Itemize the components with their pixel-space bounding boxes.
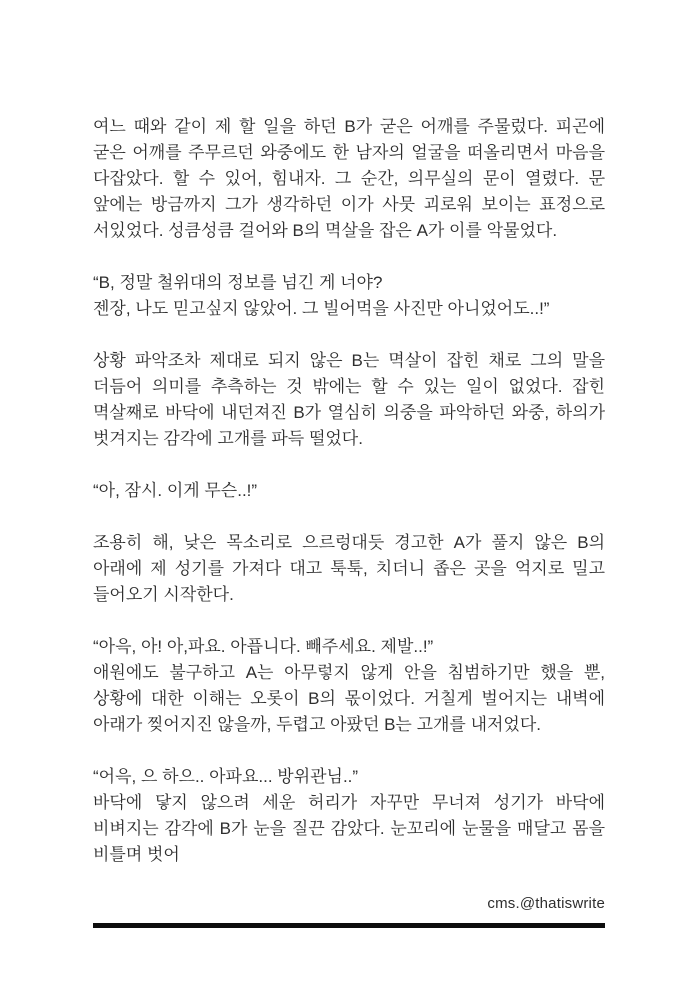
text-line: “아윽, 아! 아,파요. 아픕니다. 빼주세요. 제발..!”	[93, 637, 434, 656]
paragraph	[93, 270, 605, 322]
paragraph	[93, 478, 605, 504]
footer-divider	[93, 923, 605, 928]
text-line: 젠장, 나도 믿고싶지 않았어. 그 빌어먹을 사진만 아니었어도..!”	[93, 299, 550, 318]
story-body	[93, 114, 605, 868]
text-line: 조용히 해, 낮은 목소리로 으르렁대듯 경고한 A가 풀지 않은 B의 아래에 제 성기를 가져다 대고 툭툭, 치더니 좁은 곳을 억지로 밀고 들어오기 시작한다.	[93, 533, 605, 604]
paragraph	[93, 764, 605, 868]
text-line: “B, 정말 철위대의 정보를 넘긴 게 너야?	[93, 273, 383, 292]
text-line: “어윽, 으 하으.. 아파요... 방위관님..”	[93, 767, 359, 786]
paragraph	[93, 634, 605, 738]
text-line: 상황 파악조차 제대로 되지 않은 B는 멱살이 잡힌 채로 그의 말을 더듬어 의미를 추측하는 것 밖에는 할 수 있는 일이 없었다. 잡힌 멱살째로 바닥에 내던져진 B가 열심히 의중을 파악하던 와중, 하의가 벗겨지는 감각에 고개를 파득 떨었다.	[93, 351, 605, 448]
paragraph	[93, 348, 605, 452]
author-credit: cms.@thatiswrite	[487, 895, 605, 912]
page-footer	[93, 894, 605, 928]
text-line: 여느 때와 같이 제 할 일을 하던 B가 굳은 어깨를 주물렀다. 피곤에 굳은 어깨를 주무르던 와중에도 한 남자의 얼굴을 떠올리면서 마음을 다잡았다. 할 수 있어, 힘내자. 그 순간, 의무실의 문이 열렸다. 문 앞에는 방금까지 그가 생각하던 이가 사뭇 괴로워 보이는 표정으로 서있었다. 성큼성큼 걸어와 B의 멱살을 잡은 A가 이를 악물었다.	[93, 117, 605, 240]
text-line: 바닥에 닿지 않으려 세운 허리가 자꾸만 무너져 성기가 바닥에 비벼지는 감각에 B가 눈을 질끈 감았다. 눈꼬리에 눈물을 매달고 몸을 비틀며 벗어	[93, 793, 605, 864]
text-line: 애원에도 불구하고 A는 아무렇지 않게 안을 침범하기만 했을 뿐, 상황에 대한 이해는 오롯이 B의 몫이었다. 거칠게 벌어지는 내벽에 아래가 찢어지진 않을까, 두렵고 아팠던 B는 고개를 내저었다.	[93, 663, 605, 734]
paragraph	[93, 530, 605, 608]
text-line: “아, 잠시. 이게 무슨..!”	[93, 481, 258, 500]
paragraph	[93, 114, 605, 244]
